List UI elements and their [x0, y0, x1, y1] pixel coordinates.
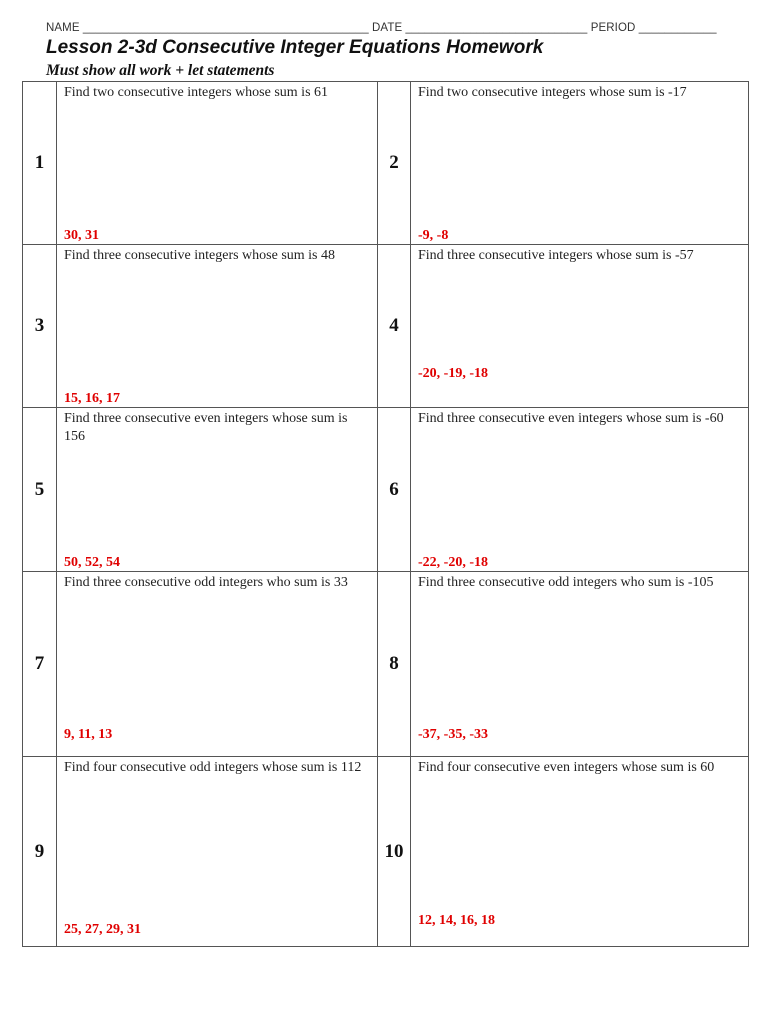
problem-row — [23, 757, 749, 947]
problem-question: Find three consecutive odd integers who sum is 33 — [64, 575, 348, 590]
problem-question: Find three consecutive integers whose sum is -57 — [418, 248, 694, 263]
page-subtitle: Must show all work + let statements — [46, 62, 275, 79]
problem-row — [23, 82, 749, 245]
problem-question: Find three consecutive even integers whose sum is -60 — [418, 411, 724, 426]
problem-cell — [411, 757, 749, 947]
problem-cell — [411, 408, 749, 572]
problem-question: Find two consecutive integers whose sum is -17 — [418, 85, 687, 100]
problem-question: Find three consecutive integers whose sum is 48 — [64, 248, 336, 263]
problem-answer: -20, -19, -18 — [418, 366, 488, 381]
problem-number: 1 — [23, 82, 57, 245]
problem-number: 5 — [23, 408, 57, 572]
problem-number: 6 — [378, 408, 411, 572]
problem-answer: 25, 27, 29, 31 — [64, 922, 141, 937]
problem-number: 7 — [23, 572, 57, 757]
problem-cell — [57, 572, 378, 757]
problem-cell — [57, 82, 378, 245]
problem-number: 3 — [23, 245, 57, 408]
problem-answer: 50, 52, 54 — [64, 555, 120, 570]
problem-answer: 9, 11, 13 — [64, 727, 113, 742]
problem-number: 4 — [378, 245, 411, 408]
problem-number: 9 — [23, 757, 57, 947]
problem-answer: 12, 14, 16, 18 — [418, 913, 495, 928]
page-title: Lesson 2-3d Consecutive Integer Equations Homework — [46, 37, 544, 58]
problem-row — [23, 572, 749, 757]
problem-number: 8 — [378, 572, 411, 757]
problem-question: Find four consecutive odd integers whose sum is 112 — [64, 760, 362, 775]
problem-cell — [57, 408, 378, 572]
problem-question: Find three consecutive odd integers who sum is -105 — [418, 575, 714, 590]
problem-number: 2 — [378, 82, 411, 245]
problem-answer: 30, 31 — [64, 228, 99, 243]
problem-cell — [411, 572, 749, 757]
problem-grid — [22, 81, 749, 947]
problem-row — [23, 408, 749, 572]
name-date-period-line: NAME ____________________________________________ DATE ____________________________ PERIOD ____________ — [46, 22, 717, 34]
problem-cell — [57, 245, 378, 408]
problem-question: Find two consecutive integers whose sum is 61 — [64, 85, 329, 100]
problem-cell — [57, 757, 378, 947]
problem-answer: -37, -35, -33 — [418, 727, 488, 742]
problem-answer: -9, -8 — [418, 228, 449, 243]
problem-row — [23, 245, 749, 408]
problem-number: 10 — [378, 757, 411, 947]
problem-cell — [411, 245, 749, 408]
problem-answer: 15, 16, 17 — [64, 391, 120, 406]
problem-cell — [411, 82, 749, 245]
problem-question: Find three consecutive even integers whose sum is 156 — [64, 411, 348, 444]
problem-question: Find four consecutive even integers whose sum is 60 — [418, 760, 715, 775]
problem-answer: -22, -20, -18 — [418, 555, 488, 570]
